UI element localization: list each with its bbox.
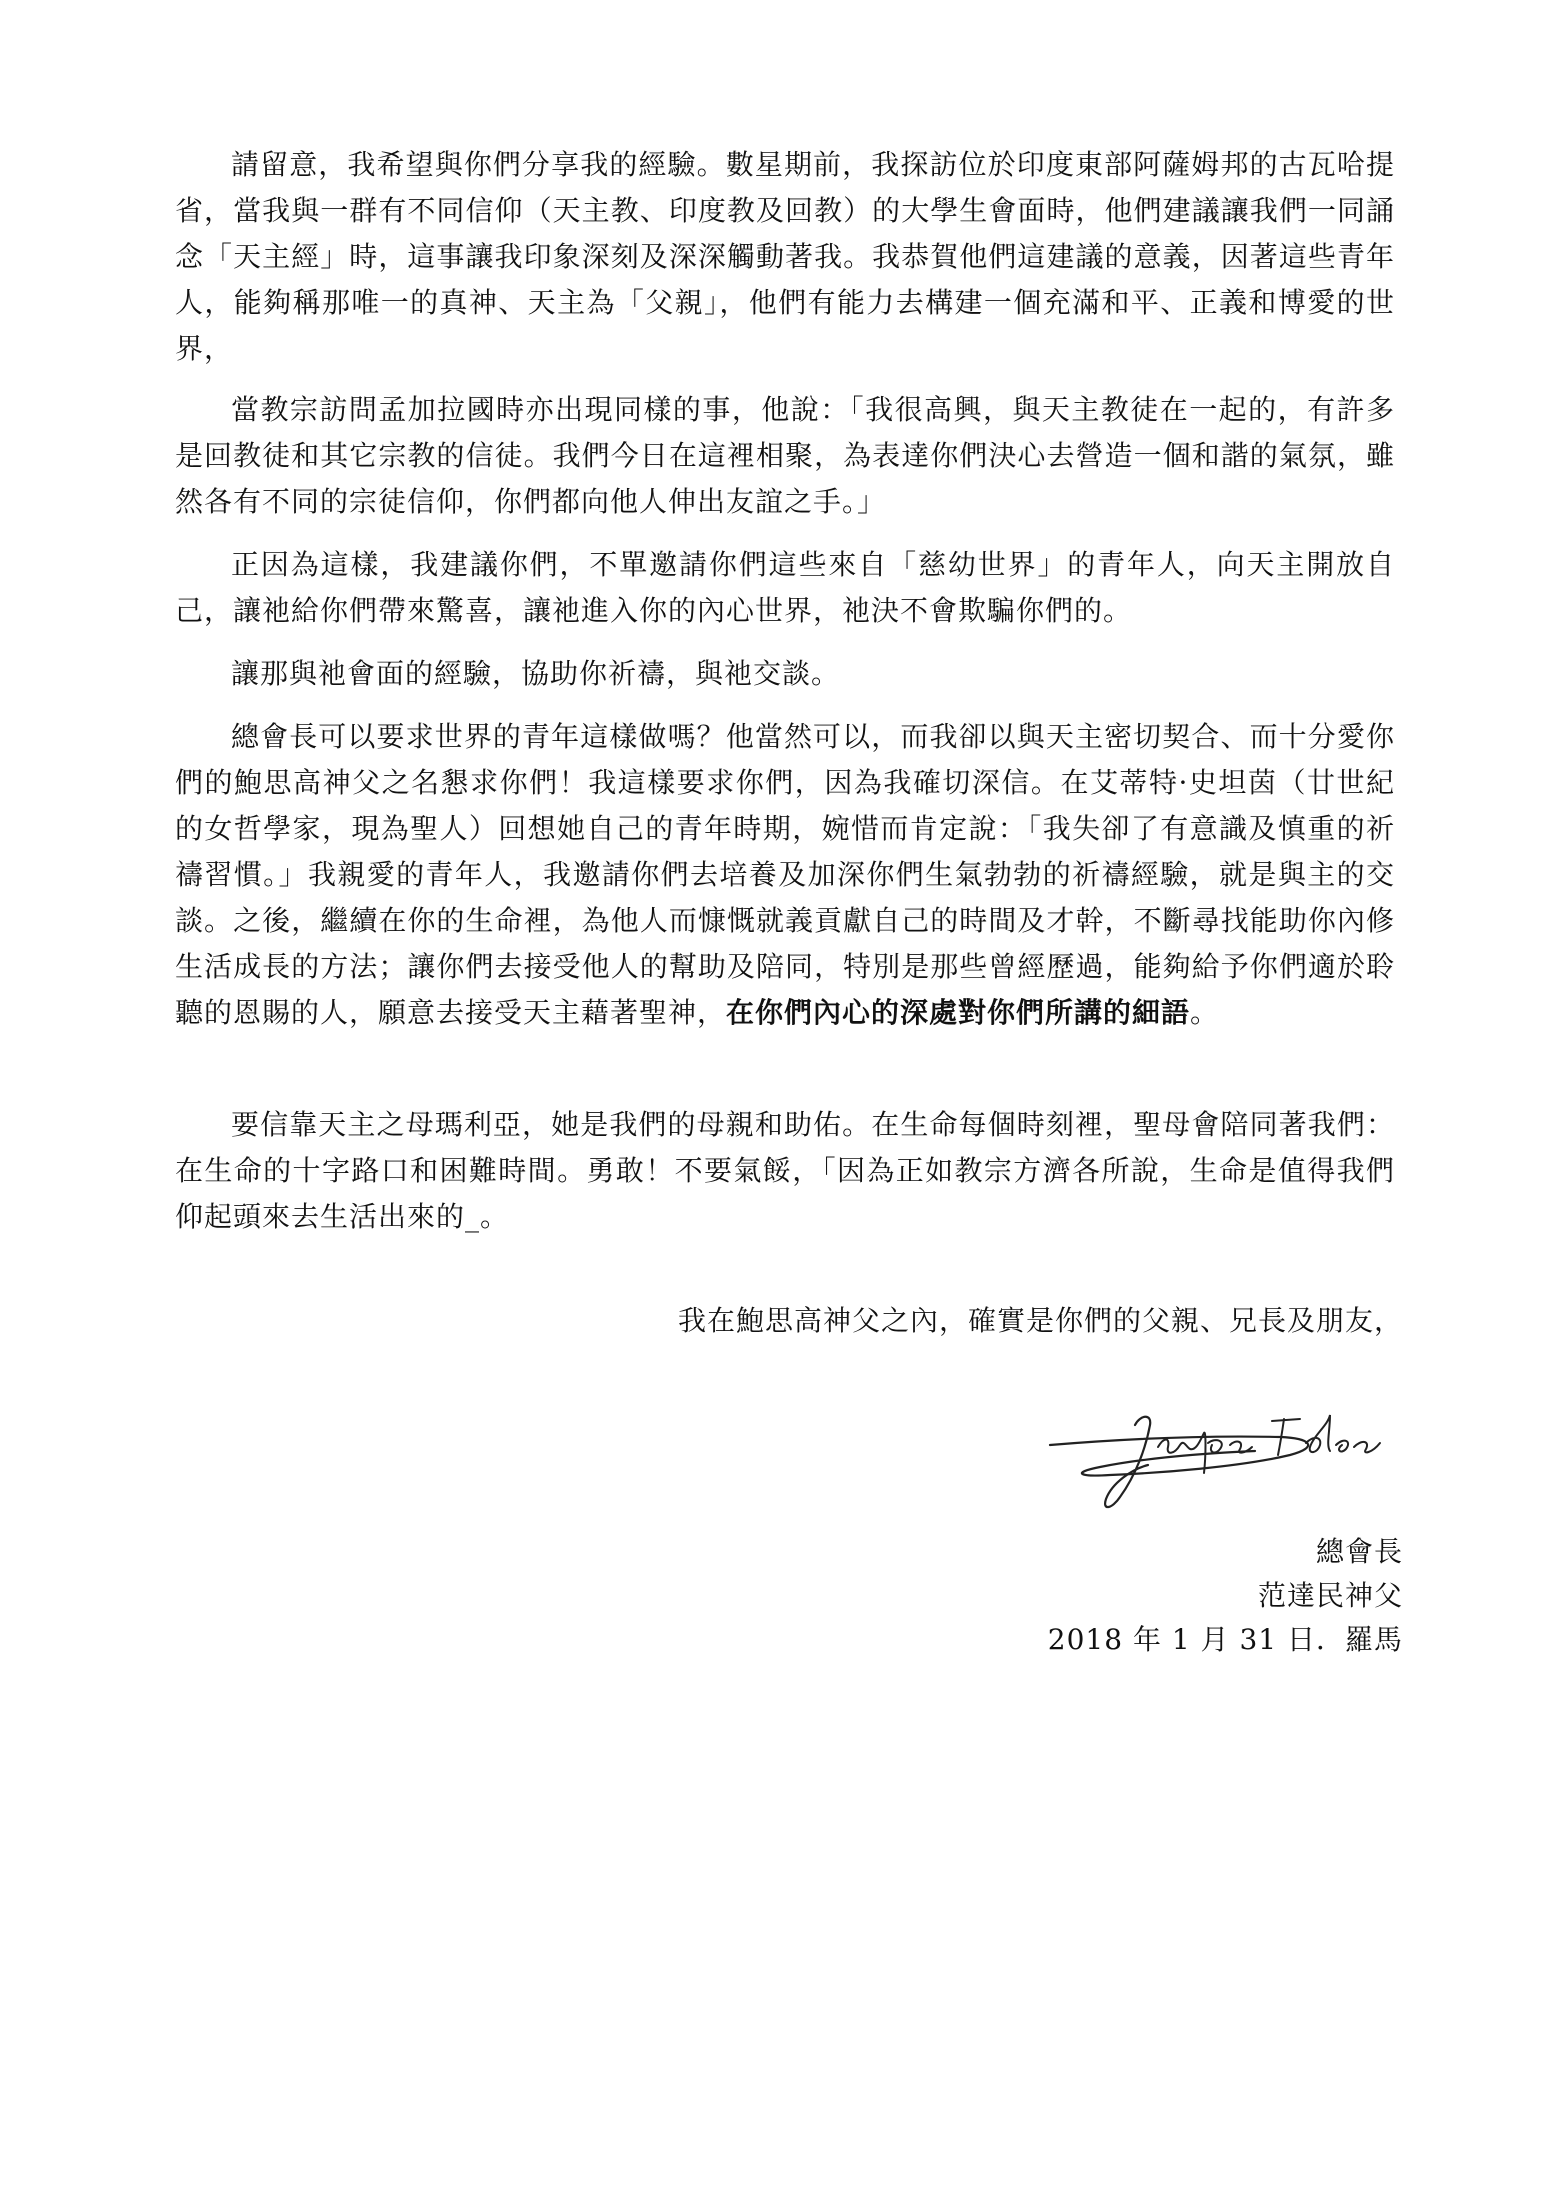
closing-line: 我在鮑思高神父之內，確實是你們的父親、兄長及朋友，: [677, 1304, 1403, 1337]
paragraph-5: [175, 714, 1395, 1036]
paragraph-5-end: 。: [1190, 996, 1220, 1029]
paragraph-4: 讓那與祂會面的經驗，協助你祈禱，與祂交談。: [231, 657, 841, 690]
handwritten-signature: [1040, 1385, 1395, 1520]
paragraph-2: 當教宗訪問孟加拉國時亦出現同樣的事，他說：「我很高興，與天主教徒在一起的，有許多是回教徒和其它宗教的信徒。我們今日在這裡相聚，為表達你們決心去營造一個和諧的氣氛，雖然各有不同的宗徒信仰，你們都向他人伸出友誼之手。」: [175, 393, 1395, 518]
date-place: 2018 年 1 月 31 日．羅馬: [1047, 1623, 1403, 1656]
paragraph-6: 要信靠天主之母瑪利亞，她是我們的母親和助佑。在生命每個時刻裡，聖母會陪同著我們：在生命的十字路口和困難時間。勇敢！不要氣餒，「因為正如教宗方濟各所說，生命是值得我們仰起頭來去生活出來的_。: [175, 1108, 1395, 1233]
signer-title: 總會長: [1315, 1535, 1403, 1568]
paragraph-1: 請留意，我希望與你們分享我的經驗。數星期前，我探訪位於印度東部阿薩姆邦的古瓦哈提省，當我與一群有不同信仰（天主教、印度教及回教）的大學生會面時，他們建議讓我們一同誦念「天主經」時，這事讓我印象深刻及深深觸動著我。我恭賀他們這建議的意義，因著這些青年人，能夠稱那唯一的真神、天主為「父親」，他們有能力去構建一個充滿和平、正義和博愛的世界，: [175, 148, 1395, 365]
signature-block: [1048, 1530, 1403, 1662]
paragraph-3: 正因為這樣，我建議你們，不單邀請你們這些來自「慈幼世界」的青年人，向天主開放自己，讓祂給你們帶來驚喜，讓祂進入你的內心世界，祂決不會欺騙你們的。: [175, 548, 1395, 627]
signer-name: 范達民神父: [1257, 1579, 1403, 1612]
paragraph-5-text: 總會長可以要求世界的青年這樣做嗎？他當然可以，而我卻以與天主密切契合、而十分愛你們的鮑思高神父之名懇求你們！我這樣要求你們，因為我確切深信。在艾蒂特·史坦茵（廿世紀的女哲學家，現為聖人）回想她自己的青年時期，婉惜而肯定說：「我失卻了有意識及慎重的祈禱習慣。」我親愛的青年人，我邀請你們去培養及加深你們生氣勃勃的祈禱經驗，就是與主的交談。之後，繼續在你的生命裡，為他人而慷慨就義貢獻自己的時間及才幹，不斷尋找能助你內修生活成長的方法；讓你們去接受他人的幫助及陪同，特別是那些曾經歷過，能夠給予你們適於聆聽的恩賜的人，願意去接受天主藉著聖神，: [175, 720, 1395, 1029]
paragraph-5-emphasis: 在你們內心的深處對你們所講的細語: [726, 996, 1191, 1029]
